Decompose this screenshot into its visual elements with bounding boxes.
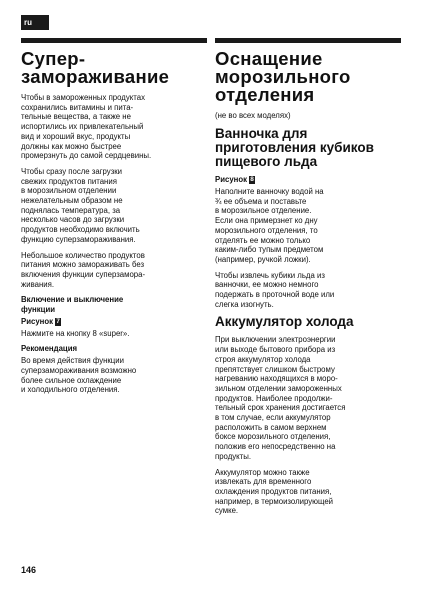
section-title: Оснащение морозильного отделения (215, 48, 351, 105)
paragraph: Чтобы сразу после загрузки свежих продуктов питания в морозильном отделении нежелательным образом не поднялась температура, за несколько часов до загрузки продуктов необходимо включить функцию суперзамораживания. (21, 166, 140, 244)
left-column (21, 38, 207, 401)
section-rule (215, 38, 401, 43)
section-rule (21, 38, 207, 43)
page-number: 146 (21, 565, 37, 575)
right-column (215, 38, 401, 522)
figure-label: Рисунок (215, 175, 248, 184)
figure-reference (21, 317, 207, 326)
paragraph: Чтобы извлечь кубики льда из ванночки, ее можно немного подержать в проточной воде или слегка изогнуть. (215, 270, 335, 309)
subsection-title: Включение и выключение функции (21, 295, 124, 315)
figure-label: Рисунок (21, 316, 54, 326)
recommendation-text: Во время действия функции суперзамораживания возможно более сильное охлаждение и холодильного отделения. (21, 356, 137, 395)
figure-number: 7 (56, 317, 60, 325)
language-badge: ru (21, 15, 49, 30)
paragraph: При выключении электроэнергии или выходе бытового прибора из строя аккумулятор холода препятствует слишком быстрому нагреванию находящихся в моро- зильном отделении замороженных продуктов. Наиболее продолжи- тельный срок хранения достигается в том случае, если аккумулятор расположить в самом верхнем боксе морозильного отделения, положив его непосредственно на продукты. (215, 335, 346, 461)
paragraph: Аккумулятор можно также извлекать для временного охлаждения продуктов питания, например, в термоизолирующей сумке. (215, 467, 334, 516)
figure-reference (215, 175, 401, 184)
paragraph: Небольшое количество продуктов питания можно замораживать без включения функции суперзамора- живания. (21, 250, 146, 289)
section-subtitle: (не во всех моделях) (215, 111, 291, 120)
paragraph: Наполните ванночку водой на ¾ ее объема и поставьте в морозильное отделение. Если она примерзнет ко дну морозильного отделения, то отделять ее можно только каким-либо тупым предметом (например, ручкой ложки). (215, 187, 324, 264)
section-title: Супер- замораживание (21, 48, 170, 87)
subsection-title: Ванночка для приготовления кубиков пищевого льда (215, 126, 374, 169)
recommendation-title: Рекомендация (21, 344, 78, 354)
figure-number: 8 (250, 175, 254, 183)
instruction-text: Нажмите на кнопку 8 «super». (21, 328, 130, 338)
paragraph: Чтобы в замороженных продуктах сохранились витамины и пита- тельные вещества, а также не испортились их привлекательный вид и хороший вкус, продукты должны как можно быстрее промерзнуть до самой сердцевины. (21, 93, 152, 161)
subsection-title: Аккумулятор холода (215, 314, 354, 330)
